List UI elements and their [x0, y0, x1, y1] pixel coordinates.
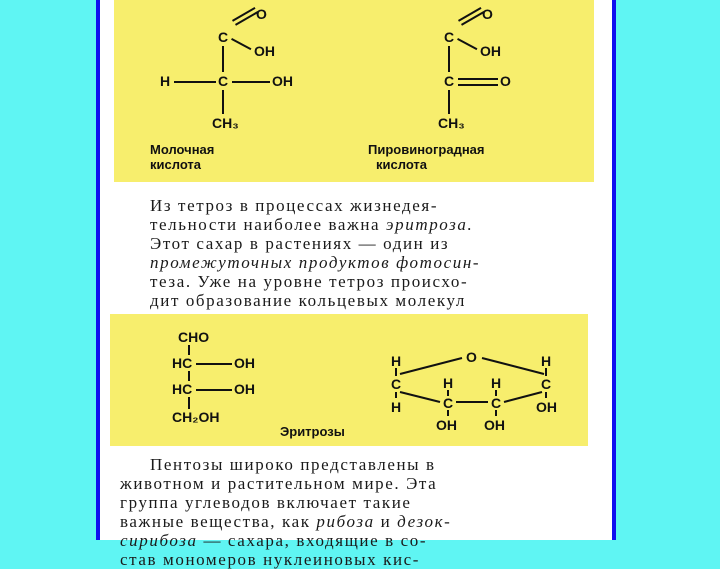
bond: [448, 90, 450, 114]
atom-c: C: [391, 376, 402, 392]
bond: [222, 90, 224, 114]
atom-h: H: [443, 375, 454, 391]
atom-c: C: [218, 73, 229, 89]
ring-bonds: [110, 314, 588, 446]
caption-erythrose: Эритрозы: [280, 424, 345, 439]
atom-h: H: [391, 353, 402, 369]
atom-oh: OH: [536, 399, 557, 415]
bond: [448, 46, 450, 72]
bond: [174, 81, 216, 83]
bond: [457, 38, 477, 50]
textbook-page: [96, 0, 616, 569]
bond: [232, 81, 270, 83]
atom-ch3: CH₃: [438, 115, 465, 131]
paragraph-2: Пентозы широко представлены в животном и растительном мире. Эта группа углеводов включает такие важные вещества, как рибоза и дезок- сирибоза — сахара, входящие в со- став мономеров нуклеиновых кис-: [120, 455, 452, 569]
acids-figure: [114, 0, 594, 182]
atom-oh: OH: [272, 73, 293, 89]
atom-c: C: [491, 395, 502, 411]
caption-lactic: Молочная кислота: [150, 142, 215, 172]
caption-pyruvic: Пировиноградная кислота: [368, 142, 485, 172]
bond: [222, 46, 224, 72]
atom-oh: OH: [436, 417, 457, 433]
atom-oh: OH: [254, 43, 275, 59]
atom-o: O: [466, 349, 477, 365]
atom-oh: OH: [234, 355, 255, 371]
atom-ch3: CH₃: [212, 115, 239, 131]
atom-o: O: [256, 6, 267, 22]
atom-hc: HC: [172, 381, 193, 397]
atom-c: C: [541, 376, 552, 392]
erythrose-figure: [110, 314, 588, 446]
atom-h: H: [391, 399, 402, 415]
atom-o: O: [500, 73, 511, 89]
bond: [458, 84, 498, 86]
atom-h: H: [160, 73, 171, 89]
atom-ch2oh: CH₂OH: [172, 409, 220, 425]
atom-c: C: [443, 395, 454, 411]
atom-oh: OH: [234, 381, 255, 397]
atom-oh: OH: [480, 43, 501, 59]
atom-cho: CHO: [178, 329, 210, 345]
bond: [231, 38, 251, 50]
atom-oh: OH: [484, 417, 505, 433]
paragraph-1: Из тетроз в процессах жизнедея- тельности наиболее важна эритроза. Этот сахар в растениях — один из промежуточных продуктов фотосин- теза. Уже на уровне тетроз происхо- дит образование кольцевых молекул: [150, 196, 481, 310]
atom-o: O: [482, 6, 493, 22]
atom-c: C: [444, 29, 455, 45]
atom-h: H: [491, 375, 502, 391]
atom-hc: HC: [172, 355, 193, 371]
atom-h: H: [541, 353, 552, 369]
bond: [458, 78, 498, 80]
atom-c: C: [444, 73, 455, 89]
atom-c: C: [218, 29, 229, 45]
